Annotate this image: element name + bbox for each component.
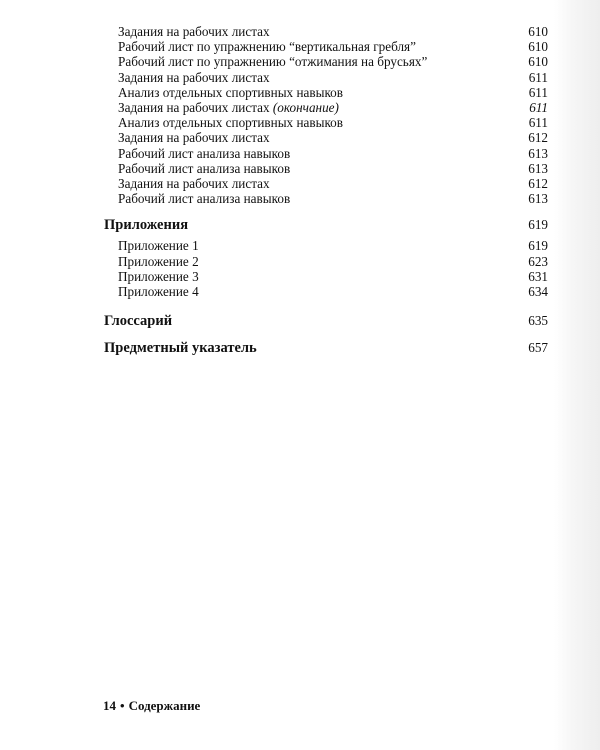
toc-entry <box>104 54 548 69</box>
toc-entry-title: Задания на рабочих листах <box>118 130 270 146</box>
footer-bullet: • <box>120 698 125 713</box>
toc-entry-page: 623 <box>528 253 548 269</box>
toc-section-index <box>104 339 548 357</box>
toc-section-page: 619 <box>528 217 548 233</box>
toc-entry-title: Задания на рабочих листах <box>118 176 270 192</box>
page-footer <box>103 698 200 714</box>
toc-entry-page: 611 <box>528 115 548 131</box>
toc-entry-page: 610 <box>528 39 548 55</box>
toc-section-page: 657 <box>528 340 548 356</box>
toc-entry-page: 634 <box>528 284 548 300</box>
toc-entry-title: Приложение 4 <box>118 284 199 300</box>
toc-entry <box>104 191 548 206</box>
toc-entry <box>104 238 548 253</box>
toc-entry <box>104 24 548 39</box>
toc-entry-page: 613 <box>528 160 548 176</box>
toc-entry <box>104 161 548 176</box>
toc-entry-title: Приложение 2 <box>118 253 199 269</box>
toc-entry-title: Приложение 1 <box>118 238 199 254</box>
footer-label: Содержание <box>128 698 201 713</box>
toc-entry-page: 610 <box>528 24 548 39</box>
toc-entry-note: (окончание) <box>272 100 339 116</box>
toc-entry-title: Задания на рабочих листах <box>118 100 270 116</box>
toc-entry-title: Анализ отдельных спортивных навыков <box>118 115 344 131</box>
toc-entry-page: 613 <box>528 191 548 207</box>
toc-entry-page: 611 <box>528 84 548 100</box>
toc-entry <box>104 130 548 145</box>
toc-entry-page: 611 <box>528 69 548 85</box>
toc-entry <box>104 85 548 100</box>
toc-entry-page: 612 <box>528 176 548 192</box>
spacer <box>104 330 548 339</box>
toc-entry-page: 611 <box>529 100 548 116</box>
toc-section-appendices <box>104 216 548 234</box>
spacer <box>104 299 548 312</box>
toc-entry <box>104 39 548 54</box>
toc-entry-page: 610 <box>528 54 548 70</box>
spacer <box>104 206 548 216</box>
table-of-contents <box>104 24 548 357</box>
toc-entry-title-group <box>118 100 339 115</box>
toc-entry <box>104 269 548 284</box>
toc-section-title: Глоссарий <box>104 313 173 330</box>
toc-entry <box>104 176 548 191</box>
toc-section-title: Приложения <box>104 217 189 234</box>
toc-section-page: 635 <box>528 313 548 329</box>
toc-entry-title: Рабочий лист по упражнению “вертикальная гребля” <box>118 39 416 55</box>
toc-entry-title: Рабочий лист по упражнению “отжимания на брусьях” <box>118 54 428 70</box>
toc-entry <box>104 284 548 299</box>
toc-entry-title: Приложение 3 <box>118 268 199 284</box>
toc-entry <box>104 70 548 85</box>
toc-entry-title: Анализ отдельных спортивных навыков <box>118 84 344 100</box>
page-edge-shadow <box>554 0 600 750</box>
toc-section-title: Предметный указатель <box>104 340 257 357</box>
toc-entry-page: 613 <box>528 145 548 161</box>
toc-entry-page: 619 <box>528 238 548 254</box>
toc-entry-page: 612 <box>528 130 548 146</box>
toc-section-glossary <box>104 312 548 330</box>
toc-entry <box>104 254 548 269</box>
toc-entry-title: Рабочий лист анализа навыков <box>118 145 291 161</box>
toc-entry-title: Задания на рабочих листах <box>118 69 270 85</box>
toc-entry <box>104 100 548 115</box>
toc-entry-page: 631 <box>528 268 548 284</box>
toc-entry-title: Задания на рабочих листах <box>118 24 270 39</box>
toc-entry <box>104 115 548 130</box>
toc-entry-title: Рабочий лист анализа навыков <box>118 191 291 207</box>
toc-entry <box>104 146 548 161</box>
footer-page-number: 14 <box>103 698 116 713</box>
toc-entry-title: Рабочий лист анализа навыков <box>118 160 291 176</box>
